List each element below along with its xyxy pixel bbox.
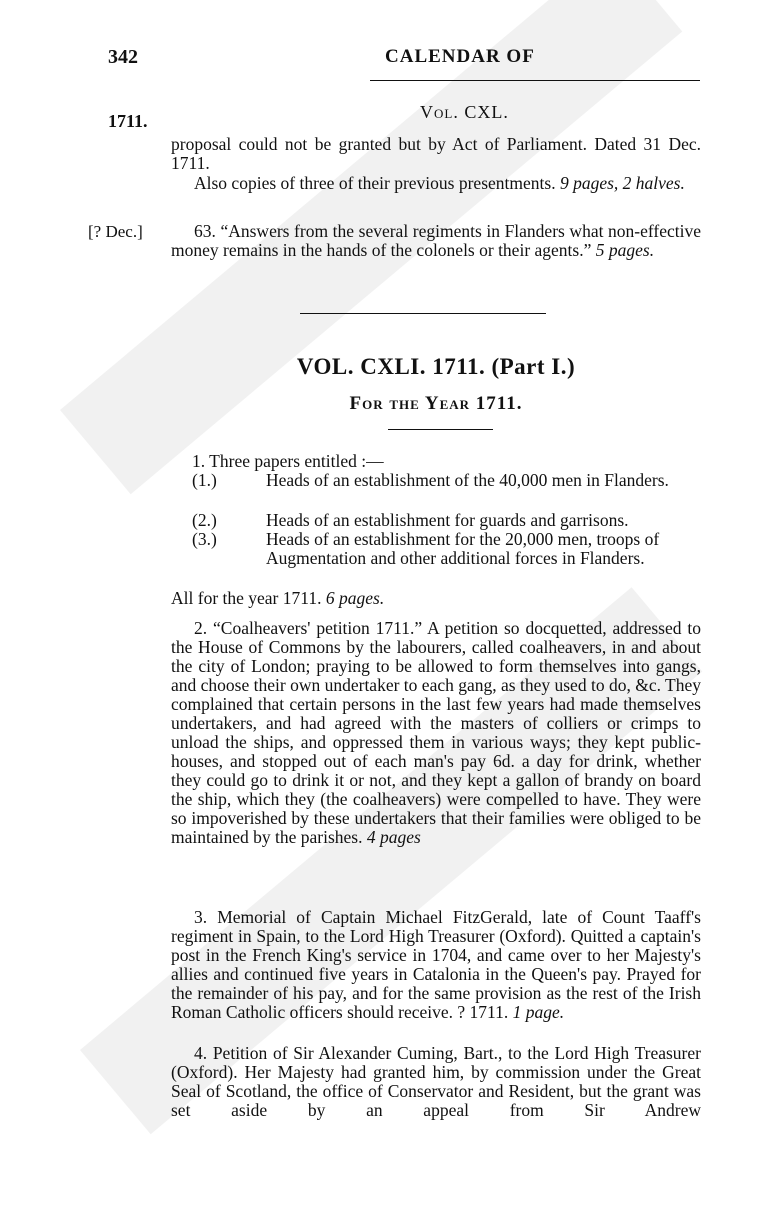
item-2-pages: 4 pages bbox=[366, 827, 421, 847]
margin-date: [? Dec.] bbox=[88, 222, 143, 241]
item-3 bbox=[171, 908, 701, 1022]
running-title: CALENDAR OF bbox=[385, 46, 535, 67]
continued-text: proposal could not be granted but by Act of Parliament. Dated 31 Dec. 1711. bbox=[171, 134, 701, 173]
sub-number: (3.) bbox=[192, 529, 217, 549]
item-4-text: 4. Petition of Sir Alexander Cuming, Bart., to the Lord High Treasurer (Oxford). Her Majesty had granted him, by commission under the Great Seal of Scotland, the office of Conservator and Resident, but the grant was set aside by an appeal from Sir Andrew bbox=[171, 1043, 701, 1120]
item-2-text: 2. “Coalheavers' petition 1711.” A petition so docquetted, addressed to the House of Commons by the labourers, called coalheavers, in and about the city of London; praying to be allowed to form themselves into gangs, and choose their own undertaker to each gang, as they used to do, &c. They complained that certain persons in the last few years had made themselves undertakers, and had agreed with the masters of colliers or crimps to unload the ships, and oppressed them in various ways; they kept public-houses, and stopped out of each man's pay 6d. a day for drink, whether they could go to drink it or not, and they kept a gallon of brandy on board the ship, which they (the coalheavers) were compelled to have. They were so impoverished by these undertakers that their families were obliged to be maintained by the parishes. bbox=[171, 618, 701, 847]
sub-number: (1.) bbox=[192, 470, 217, 490]
margin-year: 1711. bbox=[108, 111, 148, 131]
section-subtitle: For the Year 1711. bbox=[349, 393, 523, 414]
sub-text: Heads of an establishment for the 20,000 men, troops of Augmentation and other additional forces in Flanders. bbox=[266, 529, 660, 568]
sub-text: Heads of an establishment for guards and garrisons. bbox=[266, 510, 629, 530]
item-1-sub-2 bbox=[192, 510, 701, 530]
item-1-sub-1 bbox=[192, 470, 701, 490]
presentments-pages: 9 pages, 2 halves. bbox=[559, 173, 685, 193]
continued-paragraph bbox=[171, 135, 701, 173]
subtitle-rule bbox=[388, 429, 493, 430]
item-63 bbox=[171, 222, 701, 260]
sub-text: Heads of an establishment of the 40,000 men in Flanders. bbox=[266, 470, 669, 490]
section-title: VOL. CXLI. 1711. (Part I.) bbox=[296, 354, 576, 379]
item-1-intro: 1. Three papers entitled :— bbox=[192, 451, 384, 471]
volume-heading: Vol. CXL. bbox=[420, 102, 509, 122]
section-divider bbox=[300, 313, 546, 314]
item-4 bbox=[171, 1044, 701, 1120]
item-63-pages: 5 pages. bbox=[595, 240, 655, 260]
presentments-text: Also copies of three of their previous presentments. bbox=[194, 173, 556, 193]
header-rule bbox=[370, 80, 700, 81]
item-1-sub-3 bbox=[192, 529, 701, 568]
page-number: 342 bbox=[108, 46, 138, 68]
presentments-paragraph bbox=[171, 174, 701, 193]
item-2 bbox=[171, 619, 701, 847]
item-1-footer-text: All for the year 1711. bbox=[171, 588, 322, 608]
item-63-text: 63. “Answers from the several regiments in Flanders what non-effective money remains in the hands of the colonels or their agents.” bbox=[171, 221, 701, 260]
sub-number: (2.) bbox=[192, 510, 217, 530]
item-3-pages: 1 page. bbox=[512, 1002, 565, 1022]
item-1-pages: 6 pages. bbox=[325, 588, 385, 608]
item-1-footer bbox=[171, 589, 384, 608]
item-3-text: 3. Memorial of Captain Michael FitzGerald, late of Count Taaff's regiment in Spain, to the Lord High Treasurer (Oxford). Quitted a captain's post in the French King's service in 1704, and came over to her Majesty's allies and continued five years in Catalonia in the Queen's pay. Prayed for the remainder of his pay, and for the same provision as the rest of the Irish Roman Catholic officers should receive. ? 1711. bbox=[171, 907, 701, 1022]
